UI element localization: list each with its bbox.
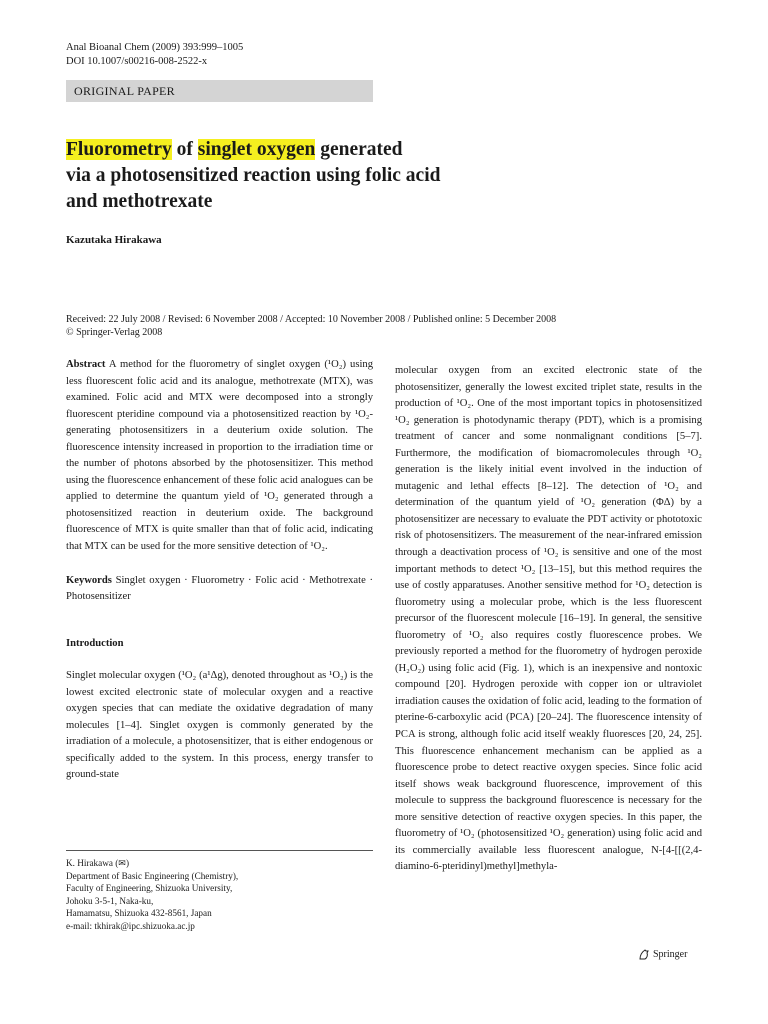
abstract-label: Abstract bbox=[66, 359, 106, 370]
affiliation-city: Hamamatsu, Shizuoka 432-8561, Japan bbox=[66, 908, 212, 919]
title-line3: and methotrexate bbox=[66, 191, 213, 212]
article-title bbox=[66, 137, 686, 215]
affiliation-department: Department of Basic Engineering (Chemistry), bbox=[66, 870, 239, 881]
author-affiliation bbox=[66, 850, 373, 933]
author-name: Kazutaka Hirakawa bbox=[66, 234, 162, 246]
journal-header bbox=[66, 41, 243, 69]
introduction-heading: Introduction bbox=[66, 637, 124, 649]
affiliation-author: K. Hirakawa (✉) bbox=[66, 858, 130, 868]
title-word-of: of bbox=[171, 139, 198, 160]
affiliation-email: e-mail: tkhirak@ipc.shizuoka.ac.jp bbox=[66, 920, 195, 931]
title-highlight-singlet-oxygen: singlet oxygen bbox=[197, 139, 316, 160]
affiliation-street: Johoku 3-5-1, Naka-ku, bbox=[66, 895, 154, 906]
publication-dates bbox=[66, 313, 556, 339]
copyright: © Springer-Verlag 2008 bbox=[66, 327, 163, 338]
doi: DOI 10.1007/s00216-008-2522-x bbox=[66, 56, 208, 67]
introduction-paragraph: Singlet molecular oxygen (¹O₂ (a¹Δg), denoted throughout as ¹O₂) is the lowest excited electronic state of molecular oxygen and a reactive oxygen species that can mediate the oxidative degradation of many molecules [1–4]. Singlet oxygen is commonly generated by the irradiation of a molecule, a photosensitizer, that is either endogenous or specifically added to the system. In this process, energy transfer to ground-state bbox=[66, 670, 373, 781]
journal-citation: Anal Bioanal Chem (2009) 393:999–1005 bbox=[66, 42, 244, 53]
abstract-text: A method for the fluorometry of singlet oxygen (¹O₂) using less fluorescent folic acid and its analogue, methotrexate (MTX), was examined. Folic acid and MTX were decomposed into a strongly fluorescent pteridine compound via a photosensitized reaction by ¹O₂-generating photosensitizers in a deuterium oxide solution. The fluorescence intensity increased in proportion to the irradiation time or the number of photons absorbed by the photosensitizer. This method using the fluorescence enhancement of these folic acid analogues can be applied to determine the quantum yield of ¹O₂ generated through a photosensitized reaction in deuterium oxide. The background fluorescence of MTX is quite smaller than that of folic acid, indicating that MTX can be used for the more sensitive detection of ¹O₂. bbox=[66, 359, 373, 553]
title-line2: via a photosensitized reaction using folic acid bbox=[66, 165, 441, 186]
springer-horse-icon bbox=[637, 948, 650, 961]
keywords-text: Singlet oxygen · Fluorometry · Folic acid · Methotrexate · Photosensitizer bbox=[66, 574, 373, 603]
right-column bbox=[395, 363, 702, 876]
title-line1-rest: generated bbox=[315, 139, 403, 160]
left-column bbox=[66, 357, 373, 784]
affiliation-faculty: Faculty of Engineering, Shizuoka University, bbox=[66, 883, 233, 894]
article-type-banner: ORIGINAL PAPER bbox=[66, 80, 373, 102]
title-highlight-fluorometry: Fluorometry bbox=[66, 139, 172, 160]
keywords-label: Keywords bbox=[66, 574, 112, 586]
abstract-paragraph bbox=[66, 357, 373, 556]
history-dates: Received: 22 July 2008 / Revised: 6 November 2008 / Accepted: 10 November 2008 / Published online: 5 December 2008 bbox=[66, 314, 557, 325]
right-column-paragraph: molecular oxygen from an excited electronic state of the photosensitizer, generally the lowest excited triplet state, results in the production of ¹O₂. One of the most important topics in photosensitized ¹O₂ generation is photodynamic therapy (PDT), which is a promising treatment of cancer and some nonmalignant conditions [5–7]. Furthermore, the modification of biomacromolecules through ¹O₂ generation is the likely initial event involved in the induction of mutagenic and lethal effects [8–12]. The detection of ¹O₂ and determination of the quantum yield of ¹O₂ generation (ΦΔ) by a photosensitizer are necessary to evaluate the PDT activity or phototoxic risk of photosensitizers. The measurement of the near-infrared emission through a deactivation process of ¹O₂ is sensitive and one of the most important methods to detect ¹O₂ [13–15], but this method requires the use of costly apparatuses. Another sensitive method for ¹O₂ detection is fluorometry using a molecular probe, which is the less fluorescent precursor of the fluorescent molecule [16–19]. In general, the sensitive fluorometry of ¹O₂ also requires costly fluorescence probes. We previously reported a method for the fluorometry of hydrogen peroxide (H₂O₂) using folic acid (Fig. 1), which is an inexpensive and nontoxic compound [20]. Hydrogen peroxide with copper ion or ultraviolet irradiation causes the oxidation of folic acid, leading to the formation of pterine-6-carboxylic acid (PCA) [20–24]. The fluorescence intensity of PCA is strong, although folic acid itself weakly fluoresces [20, 24, 25]. This fluorescence enhancement mechanism can be applied as a fluorescence probe to detect reactive oxygen species. Since folic acid itself shows weak background fluorescence, improvement of this molecule to suppress the background fluorescence is necessary for the more sensitive detection of reactive oxygen species. In this paper, the fluorometry of ¹O₂ (photosensitized ¹O₂ generation) using folic acid and its commercially available less fluorescent analogue, N-[4-[[(2,4-diamino-6-pteridinyl)methyl]methyla- bbox=[395, 365, 702, 873]
publisher-logo bbox=[637, 948, 687, 961]
keywords-paragraph bbox=[66, 573, 373, 606]
publisher-name: Springer bbox=[653, 949, 688, 960]
